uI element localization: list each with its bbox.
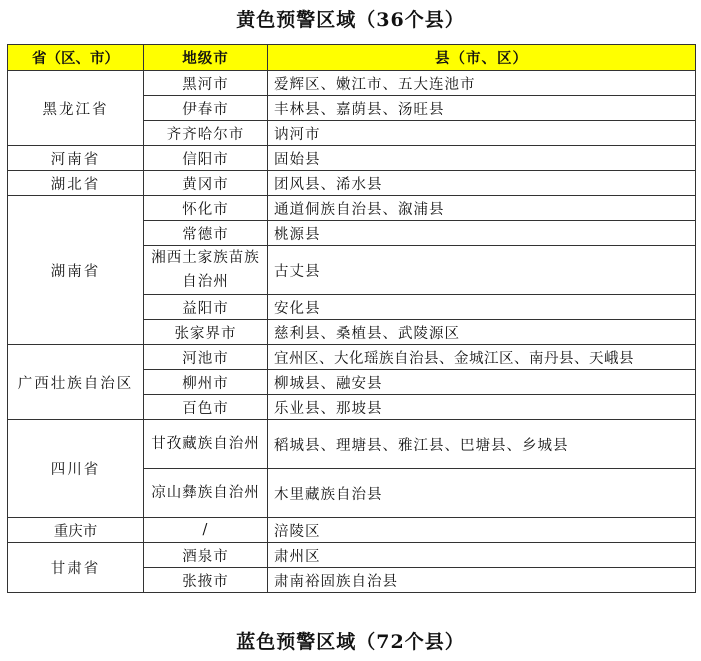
county-cell: 肃南裕固族自治县 [268, 568, 696, 593]
county-cell: 涪陵区 [268, 518, 696, 543]
city-cell: / [144, 518, 268, 543]
blue-warning-title: 蓝色预警区域（72个县） [236, 631, 465, 653]
table-row [8, 171, 696, 196]
header-city: 地级市 [144, 45, 268, 71]
city-cell: 张掖市 [144, 568, 268, 593]
city-cell: 信阳市 [144, 146, 268, 171]
city-cell: 甘孜藏族自治州 [144, 420, 268, 469]
city-cell: 齐齐哈尔市 [144, 121, 268, 146]
county-cell: 丰林县、嘉荫县、汤旺县 [268, 96, 696, 121]
city-cell: 伊春市 [144, 96, 268, 121]
county-cell: 稻城县、理塘县、雅江县、巴塘县、乡城县 [268, 420, 696, 469]
county-cell: 慈利县、桑植县、武陵源区 [268, 320, 696, 345]
city-cell: 益阳市 [144, 295, 268, 320]
yellow-warning-title: 黄色预警区域（36个县） [236, 9, 465, 31]
city-cell: 黄冈市 [144, 171, 268, 196]
header-county: 县（市、区） [268, 45, 696, 71]
county-cell: 讷河市 [268, 121, 696, 146]
county-cell: 柳城县、融安县 [268, 370, 696, 395]
city-cell: 酒泉市 [144, 543, 268, 568]
city-cell: 常德市 [144, 221, 268, 246]
county-cell: 木里藏族自治县 [268, 469, 696, 518]
county-cell: 肃州区 [268, 543, 696, 568]
city-cell: 怀化市 [144, 196, 268, 221]
province-cell: 重庆市 [8, 518, 144, 543]
province-cell: 湖北省 [8, 171, 144, 196]
table-row [8, 146, 696, 171]
county-cell: 古丈县 [268, 246, 696, 295]
table-row [8, 420, 696, 469]
city-cell: 张家界市 [144, 320, 268, 345]
county-cell: 团风县、浠水县 [268, 171, 696, 196]
county-cell: 桃源县 [268, 221, 696, 246]
city-cell: 百色市 [144, 395, 268, 420]
county-cell: 安化县 [268, 295, 696, 320]
table-row [8, 71, 696, 96]
table-row [8, 543, 696, 568]
table-header-row [8, 45, 696, 71]
province-cell: 黑龙江省 [8, 71, 144, 146]
table-row [8, 345, 696, 370]
city-cell: 黑河市 [144, 71, 268, 96]
city-cell: 凉山彝族自治州 [144, 469, 268, 518]
province-cell: 四川省 [8, 420, 144, 518]
province-cell: 广西壮族自治区 [8, 345, 144, 420]
county-cell: 乐业县、那坡县 [268, 395, 696, 420]
city-cell: 河池市 [144, 345, 268, 370]
county-cell: 宜州区、大化瑶族自治县、金城江区、南丹县、天峨县 [268, 345, 696, 370]
header-province: 省（区、市） [8, 45, 144, 71]
county-cell: 爱辉区、嫩江市、五大连池市 [268, 71, 696, 96]
province-cell: 河南省 [8, 146, 144, 171]
province-cell: 甘肃省 [8, 543, 144, 593]
city-cell: 柳州市 [144, 370, 268, 395]
province-cell: 湖南省 [8, 196, 144, 345]
table-row [8, 196, 696, 221]
yellow-warning-table [7, 44, 696, 593]
county-cell: 通道侗族自治县、溆浦县 [268, 196, 696, 221]
county-cell: 固始县 [268, 146, 696, 171]
city-cell: 湘西土家族苗族自治州 [144, 246, 268, 295]
table-row [8, 518, 696, 543]
